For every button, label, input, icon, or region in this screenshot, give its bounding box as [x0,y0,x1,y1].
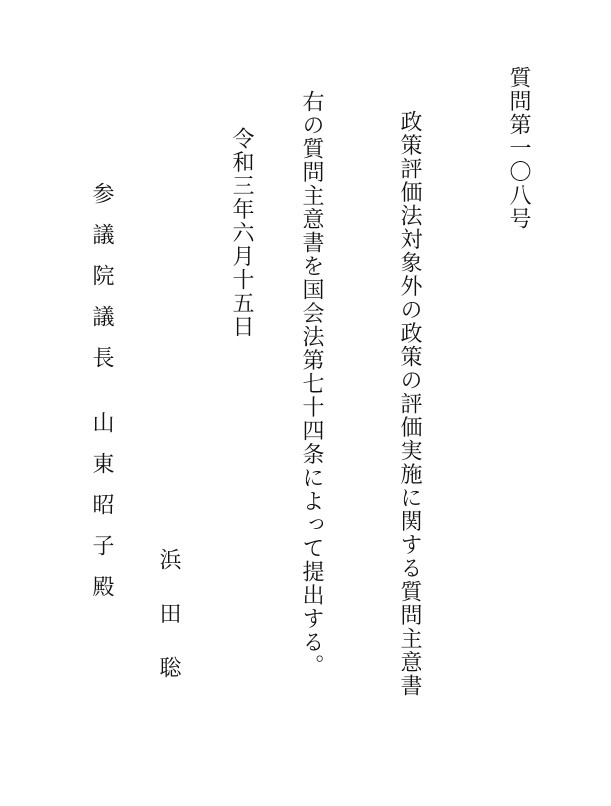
question-number: 質問第一〇八号 [506,66,531,231]
submission-statement: 右の質問主意書を国会法第七十四条によって提出する。 [299,90,324,678]
addressee [90,182,112,616]
addressee-name: 山東昭子殿 [89,411,114,616]
submission-date: 令和三年六月十五日 [229,127,254,339]
question-title: 政策評価法対象外の政策の評価実施に関する質問主意書 [397,110,422,698]
addressee-title: 参議院議長 [89,182,114,387]
author-name: 浜田聡 [156,548,181,710]
